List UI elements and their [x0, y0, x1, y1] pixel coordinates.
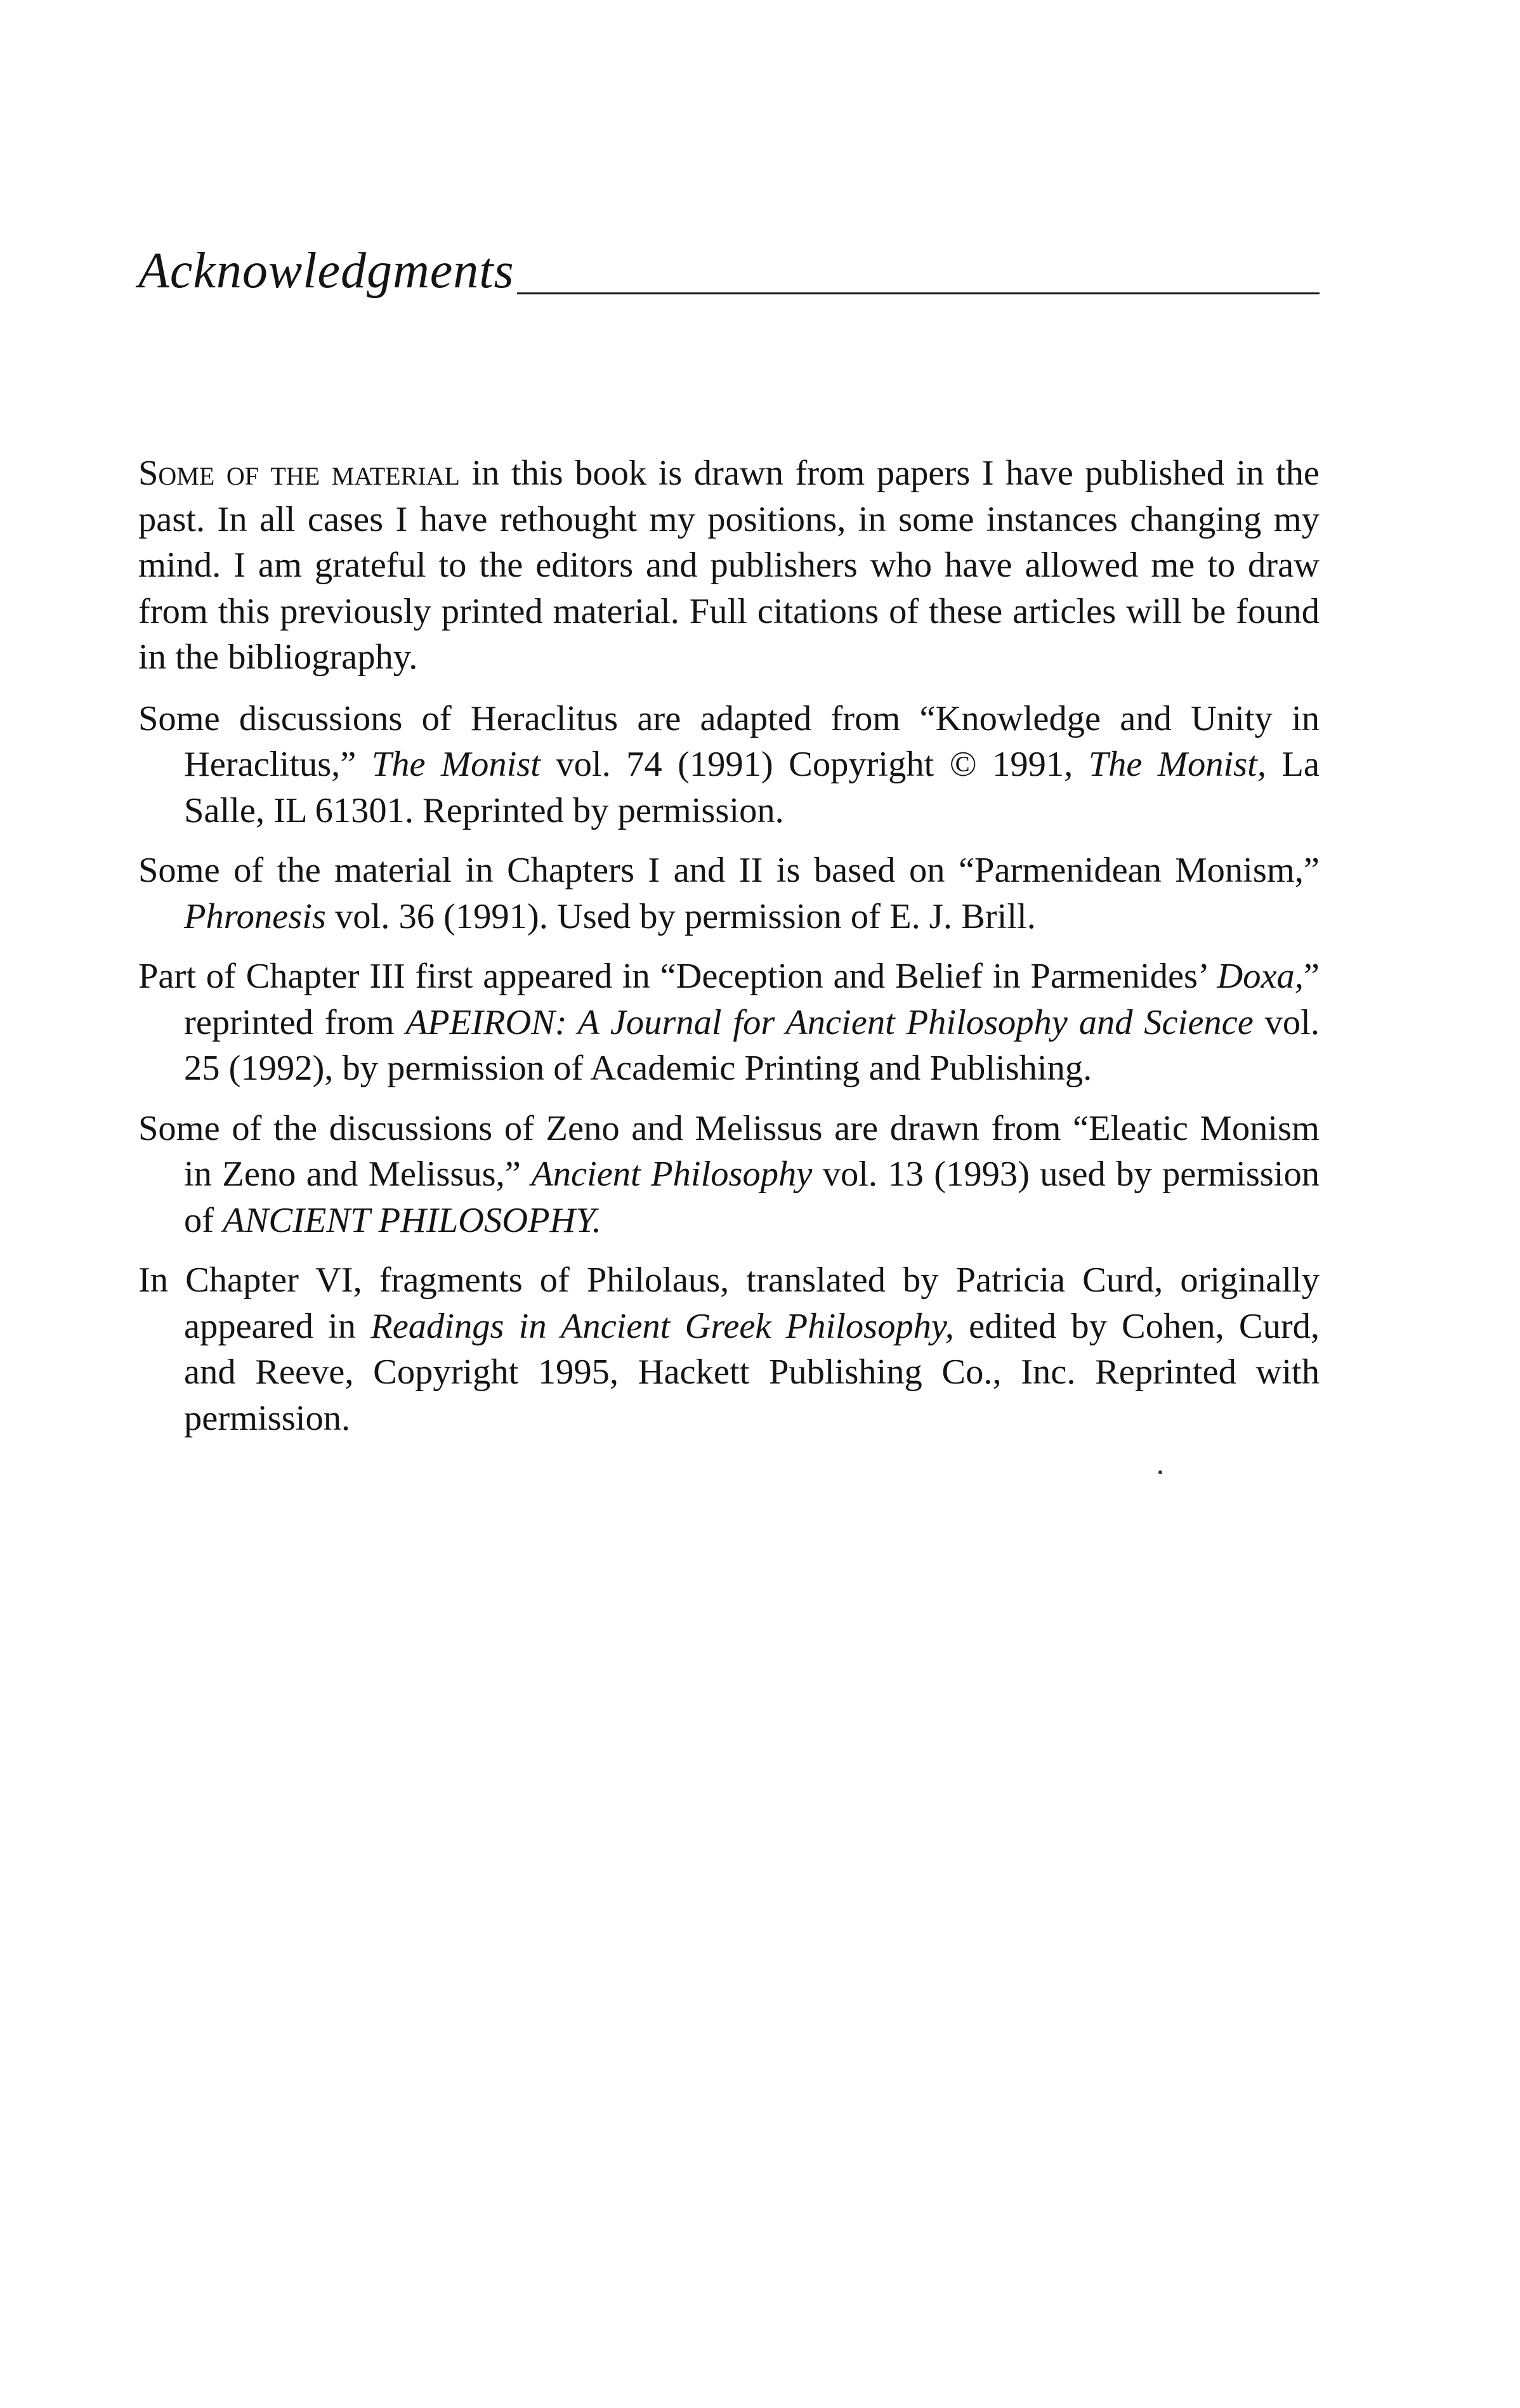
acknowledgment-entry-doxa — [138, 953, 1320, 1092]
acknowledgment-entry-parmenides-monism — [138, 847, 1320, 939]
entry-title: The Monist — [371, 745, 541, 784]
entry-text: vol. 25 (1992), by permission of Academic Printing and Publishing. — [184, 1002, 1320, 1088]
entry-text: vol. 74 (1991) Copyright © 1991, — [540, 745, 1089, 784]
acknowledgment-entry-philolaus — [138, 1257, 1320, 1441]
intro-text: in this book is drawn from papers I have published in the past. In all cases I have rethought my positions, in some instances changing my mind. I am grateful to the editors and publishers who have allowed me to draw from this previously printed material. Full citations of these articles will be found in the bibliography. — [138, 454, 1320, 677]
entry-text: edited by Cohen, Curd, and Reeve, Copyright 1995, Hackett Publishing Co., Inc. Reprinted with permission. — [184, 1306, 1320, 1438]
entry-text: Some of the material in Chapters I and II is based on “Parmenidean Monism,” — [138, 851, 1320, 890]
entry-title: Doxa, — [1217, 957, 1304, 996]
entry-text: vol. 36 (1991). Used by permission of E. J. Brill. — [325, 896, 1036, 936]
intro-paragraph — [138, 450, 1320, 681]
acknowledgments-body — [138, 450, 1320, 1455]
intro-lead: Some of the material — [138, 454, 460, 493]
entry-title: Readings in Ancient Greek Philosophy, — [370, 1306, 954, 1346]
entry-title: Ancient Philosophy — [531, 1155, 813, 1194]
heading-row — [138, 236, 1320, 306]
entry-text: Part of Chapter III first appeared in “Deception and Belief in Parmenides’ — [138, 957, 1217, 996]
page-title: Acknowledgments — [138, 243, 514, 299]
entry-text: Some of the discussions of Zeno and Melissus are drawn from “Eleatic Monism in Zeno and Melissus,” — [138, 1108, 1320, 1194]
entry-text: Some discussions of Heraclitus are adapted from “Knowledge and Unity in Heraclitus,” — [138, 698, 1320, 784]
entry-text: In Chapter VI, fragments of Philolaus, translated by Patricia Curd, originally appeared in — [138, 1260, 1320, 1346]
entry-title: The Monist, — [1088, 745, 1266, 784]
print-speck — [1158, 1470, 1162, 1474]
entry-title: Phronesis — [184, 896, 326, 936]
acknowledgment-entry-zeno-melissus — [138, 1106, 1320, 1244]
entry-text: ” reprinted from — [184, 957, 1320, 1042]
entry-title: APEIRON: A Journal for Ancient Philosophy and Science — [405, 1002, 1254, 1042]
acknowledgment-entry-heraclitus — [138, 696, 1320, 834]
entry-text: vol. 13 (1993) used by permission of — [184, 1155, 1320, 1240]
entry-text: La Salle, IL 61301. Reprinted by permission. — [184, 745, 1320, 830]
heading-rule — [517, 292, 1320, 294]
entry-title: ANCIENT PHILOSOPHY. — [223, 1200, 601, 1240]
